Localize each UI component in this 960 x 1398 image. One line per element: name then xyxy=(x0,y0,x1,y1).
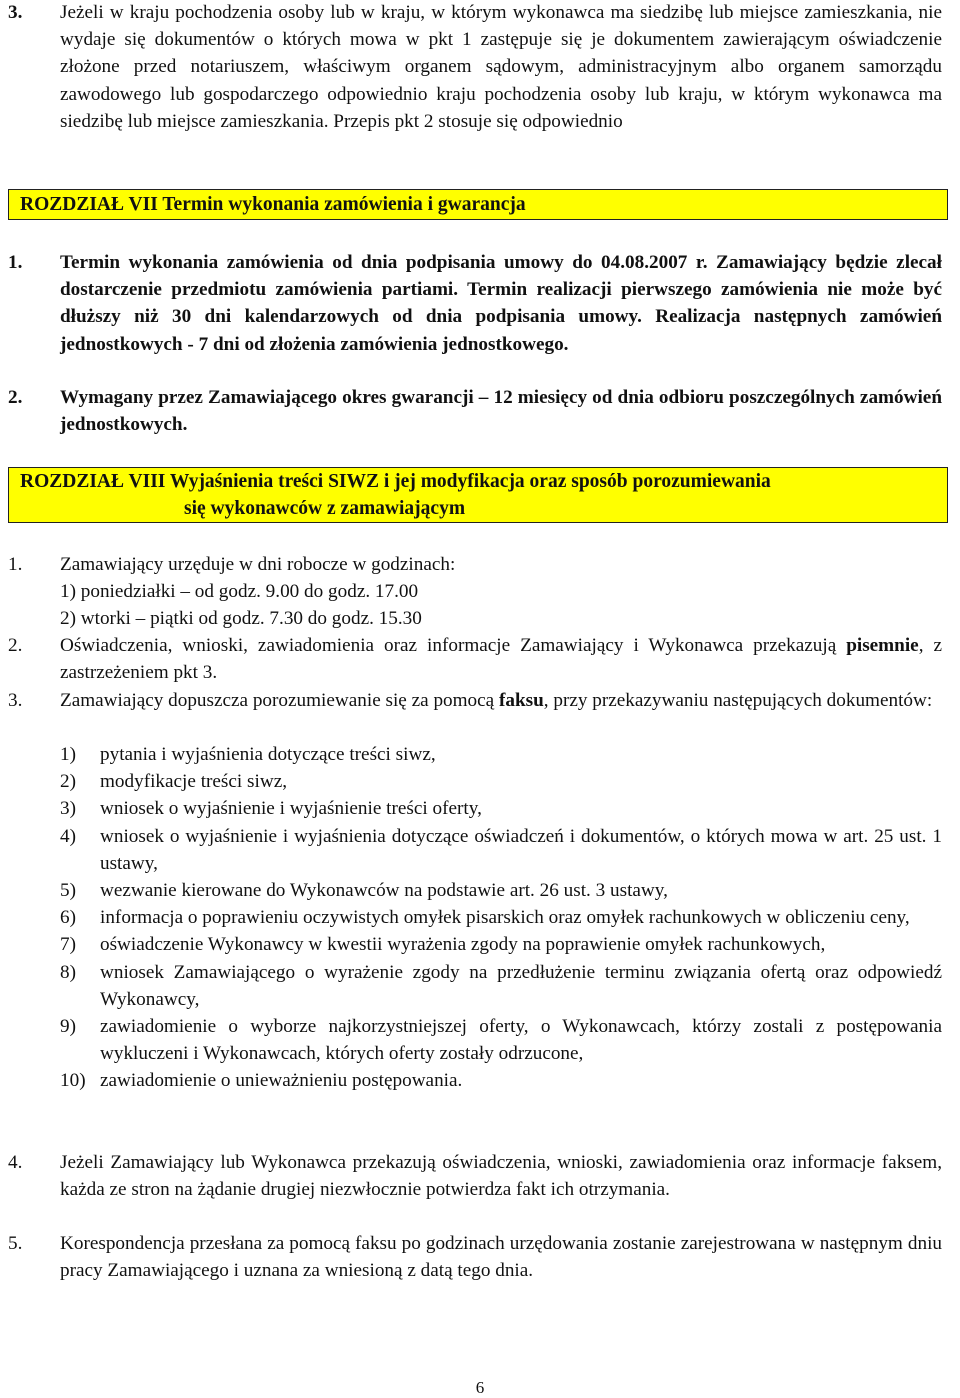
chapter8-item-1 xyxy=(8,551,942,633)
chapter-heading-8 xyxy=(8,467,948,523)
list-item-number: 9) xyxy=(60,1016,76,1038)
list-item xyxy=(60,904,942,931)
item-text: Jeżeli Zamawiający lub Wykonawca przekazują oświadczenia, wnioski, zawiadomienia oraz informacje faksem, każda ze stron na żądanie drugiej niezwłocznie potwierdza fakt ich otrzymania. xyxy=(60,1152,942,1201)
list-item xyxy=(60,959,942,1013)
item-number: 1. xyxy=(8,554,23,575)
chapter8-item-4 xyxy=(8,1149,942,1203)
list-item-text: pytania i wyjaśnienia dotyczące treści siwz, xyxy=(100,744,436,765)
chapter-heading-7 xyxy=(8,189,948,220)
list-item xyxy=(60,823,942,877)
item-number: 1. xyxy=(8,252,23,273)
list-item-text: wniosek Zamawiającego o wyrażenie zgody na przedłużenie terminu związania ofertą oraz odpowiedź Wykonawcy, xyxy=(100,961,942,1010)
item-text: Korespondencja przesłana za pomocą faksu po godzinach urzędowania zostanie zarejestrowana w następnym dniu pracy Zamawiającego i uznana za wniesioną z datą tego dnia. xyxy=(60,1233,942,1282)
item-text-part-b: , przy przekazywaniu następujących dokumentów: xyxy=(543,690,933,711)
list-item-number: 10) xyxy=(60,1070,86,1092)
list-item-text: wniosek o wyjaśnienie i wyjaśnienia dotyczące oświadczeń i dokumentów, o których mowa w art. 25 ust. 1 ustawy, xyxy=(100,825,942,874)
chapter-heading-8-line1: ROZDZIAŁ VIII Wyjaśnienia treści SIWZ i jej modyfikacja oraz sposób porozumiewania xyxy=(20,471,771,492)
list-item-number: 7) xyxy=(60,934,76,956)
item-text: Termin wykonania zamówienia od dnia podpisania umowy do 04.08.2007 r. Zamawiający będzie zlecał dostarczenie przedmiotu zamówienia partiami. Termin realizacji pierwszego zamówienia nie może być dłuższy niż 30 dni kalendarzowych od dnia podpisania umowy. Realizacja następnych zamówień jednostkowych - 7 dni od złożenia zamówienia jednostkowego. xyxy=(60,252,942,355)
item-text-part-a: Zamawiający dopuszcza porozumiewanie się za pomocą xyxy=(60,690,499,711)
chapter8-item-5 xyxy=(8,1230,942,1284)
item-text xyxy=(60,687,942,714)
list-item-number: 4) xyxy=(60,825,76,847)
item-number: 4. xyxy=(8,1152,23,1173)
list-item xyxy=(60,768,942,795)
fax-documents-list xyxy=(60,741,942,1095)
list-item-text: wniosek o wyjaśnienie i wyjaśnienie treści oferty, xyxy=(100,798,482,820)
chapter7-item-1 xyxy=(8,249,942,358)
chapter-heading-8-line2: się wykonawców z zamawiającym xyxy=(184,498,466,519)
item-text-part-a: Oświadczenia, wnioski, zawiadomienia oraz informacje Zamawiający i Wykonawca przekazują xyxy=(60,635,847,656)
list-item-number: 8) xyxy=(60,961,76,983)
paragraph-3 xyxy=(8,0,942,135)
list-item-number: 5) xyxy=(60,880,76,902)
list-item-number: 3) xyxy=(60,798,76,820)
item-text-part-b: , z zastrzeżeniem pkt 3. xyxy=(60,635,942,684)
list-item xyxy=(60,795,942,822)
list-item-text: modyfikacje treści siwz, xyxy=(100,771,288,793)
list-item-text: zawiadomienie o unieważnieniu postępowania. xyxy=(100,1070,463,1092)
paragraph-number: 3. xyxy=(8,2,23,23)
item-number: 5. xyxy=(8,1233,23,1254)
chapter8-item-2 xyxy=(8,632,942,686)
list-item-text: oświadczenie Wykonawcy w kwestii wyrażenia zgody na poprawienie omyłek rachunkowych, xyxy=(100,934,826,956)
list-item xyxy=(60,1067,942,1094)
item-text xyxy=(60,551,942,633)
item-number: 2. xyxy=(8,635,23,656)
list-item-number: 1) xyxy=(60,744,76,765)
item-text-emphasis: faksu xyxy=(498,690,544,711)
item-text xyxy=(60,632,942,686)
office-hours-intro: Zamawiający urzęduje w dni robocze w godzinach: xyxy=(60,554,456,575)
list-item-text: zawiadomienie o wyborze najkorzystniejszej oferty, o Wykonawcach, którzy zostali z postępowania wykluczeni i Wykonawcach, których oferty zostały odrzucone, xyxy=(100,1016,942,1065)
list-item xyxy=(60,1013,942,1067)
list-item-number: 6) xyxy=(60,907,76,929)
list-item-text: informacja o poprawieniu oczywistych omyłek pisarskich oraz omyłek rachunkowych w obliczeniu ceny, xyxy=(100,907,910,929)
chapter-heading-7-text: ROZDZIAŁ VII Termin wykonania zamówienia i gwarancja xyxy=(20,194,526,215)
item-text-emphasis: pisemnie xyxy=(846,635,919,656)
list-item-number: 2) xyxy=(60,771,76,793)
item-text: Wymagany przez Zamawiającego okres gwarancji – 12 miesięcy od dnia odbioru poszczególnych zamówień jednostkowych. xyxy=(60,387,942,436)
chapter8-item-3 xyxy=(8,687,942,714)
list-item-text: wezwanie kierowane do Wykonawców na podstawie art. 26 ust. 3 ustawy, xyxy=(100,880,668,902)
list-item xyxy=(60,741,942,768)
page-number: 6 xyxy=(475,1378,485,1397)
office-hours-line-2: 2) wtorki – piątki od godz. 7.30 do godz. 15.30 xyxy=(60,608,422,630)
list-item xyxy=(60,877,942,904)
office-hours-line-1: 1) poniedziałki – od godz. 9.00 do godz. 17.00 xyxy=(60,581,419,603)
item-number: 2. xyxy=(8,387,23,408)
paragraph-text: Jeżeli w kraju pochodzenia osoby lub w kraju, w którym wykonawca ma siedzibę lub miejsce zamieszkania, nie wydaje się dokumentów o których mowa w pkt 1 zastępuje się je dokumentem zawierającym oświadczenie złożone przed notariuszem, właściwym organem sądowym, administracyjnym albo organem samorządu zawodowego lub gospodarczego odpowiednio kraju pochodzenia osoby lub kraju, w którym wykonawca ma siedzibę lub miejsce zamieszkania. Przepis pkt 2 stosuje się odpowiednio xyxy=(60,2,942,132)
list-item xyxy=(60,931,942,958)
item-number: 3. xyxy=(8,690,23,711)
chapter7-item-2 xyxy=(8,384,942,438)
